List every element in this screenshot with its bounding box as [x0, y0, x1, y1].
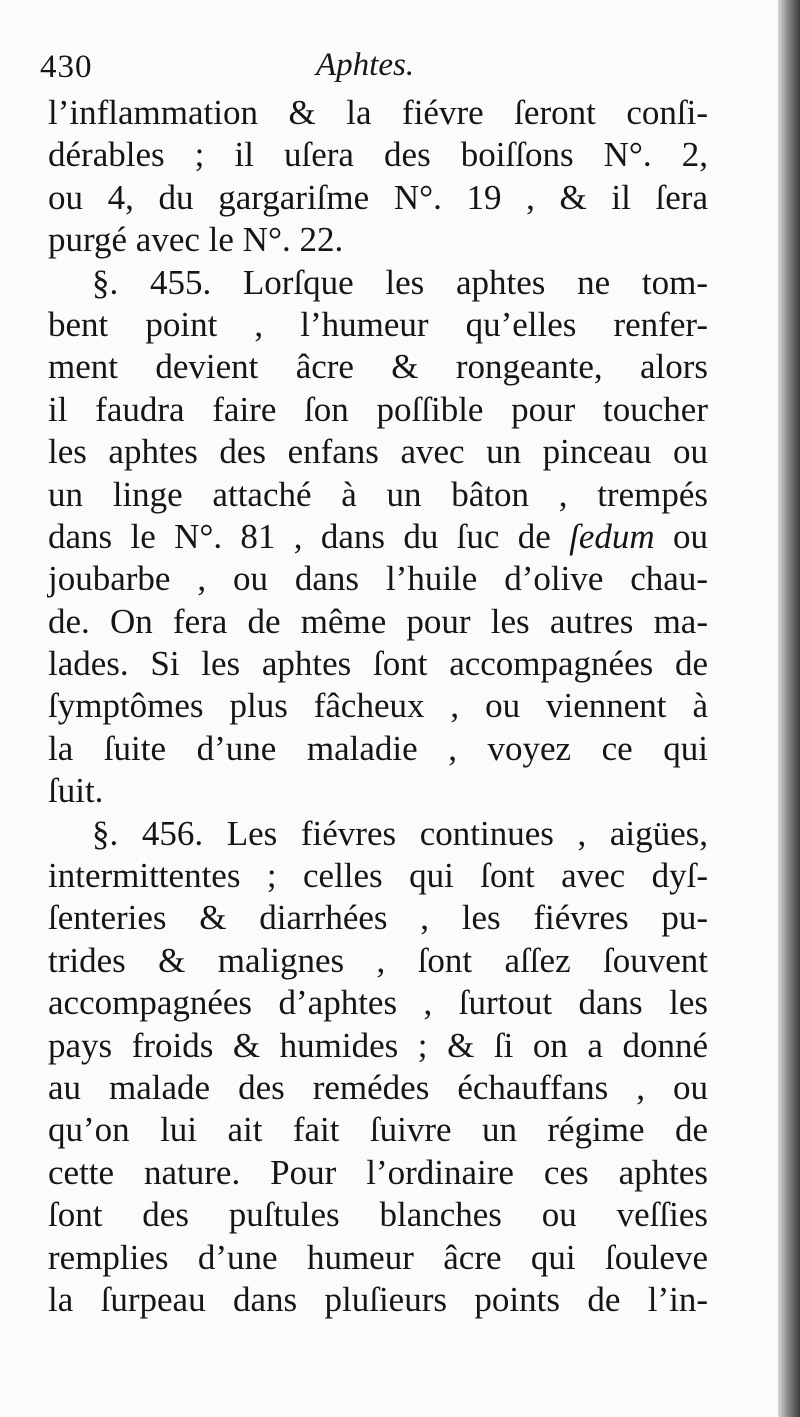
text-line: lades. Si les aphtes ſont accompagnées de — [48, 644, 708, 684]
text-line: un linge attaché à un bâton , trempés — [48, 474, 708, 514]
page-number: 430 — [40, 49, 93, 85]
book-page — [40, 40, 709, 1321]
text-line: ſymptômes plus fâcheux , ou viennent à — [48, 686, 708, 726]
text-line: joubarbe , ou dans l’huile d’olive chau- — [48, 559, 708, 599]
text-line: remplies d’une humeur âcre qui ſouleve — [48, 1237, 708, 1277]
running-title: Aphtes. — [316, 47, 415, 83]
text-line: accompagnées d’aphtes , ſurtout dans les — [48, 983, 708, 1023]
text-line: au malade des remédes échauffans , ou — [48, 1067, 708, 1107]
text-line: trides & malignes , ſont aſſez ſouvent — [48, 940, 708, 980]
text-line: intermittentes ; celles qui ſont avec dyſ- — [48, 856, 708, 896]
text-line: l’inflammation & la fiévre ſeront conſi- — [48, 93, 708, 132]
text-line: bent point , l’humeur qu’elles renfer- — [48, 304, 708, 344]
text-line: il faudra faire ſon poſſible pour toucher — [48, 389, 708, 429]
text-line: ſuit. — [48, 771, 104, 811]
paragraph-456-start: §. 456. Les fiévres continues , aigües, — [92, 813, 708, 853]
text-line-with-italic — [48, 516, 708, 558]
text-line: ou 4, du gargariſme N°. 19 , & il ſera — [48, 177, 708, 217]
text-line: les aphtes des enfans avec un pinceau ou — [48, 432, 708, 472]
paragraph-455-start: §. 455. Lorſque les aphtes ne tom- — [92, 262, 708, 302]
text-line: cette nature. Pour l’ordinaire ces aphtes — [48, 1152, 708, 1192]
text-line: la ſuite d’une maladie , voyez ce qui — [48, 728, 708, 768]
italic-word-sedum: ſedum — [569, 516, 655, 556]
text-segment: ou — [654, 516, 709, 556]
text-line: ſont des puſtules blanches ou veſſies — [48, 1195, 708, 1235]
text-line: de. On fera de même pour les autres ma- — [48, 601, 708, 641]
text-line: qu’on lui ait fait ſuivre un régime de — [48, 1110, 708, 1150]
text-line: ſenteries & diarrhées , les fiévres pu- — [48, 898, 708, 938]
text-line: ment devient âcre & rongeante, alors — [48, 347, 708, 387]
book-gutter-shadow — [778, 0, 800, 1417]
text-segment: dans le N°. 81 , dans du ſuc de — [48, 516, 570, 556]
running-head — [40, 40, 708, 92]
text-block — [48, 92, 708, 1321]
text-line: pays froids & humides ; & ſi on a donné — [48, 1025, 708, 1065]
text-line: dérables ; il uſera des boiſſons N°. 2, — [48, 135, 708, 175]
text-line: purgé avec le N°. 22. — [48, 220, 344, 260]
text-line: la ſurpeau dans pluſieurs points de l’in- — [48, 1279, 708, 1319]
